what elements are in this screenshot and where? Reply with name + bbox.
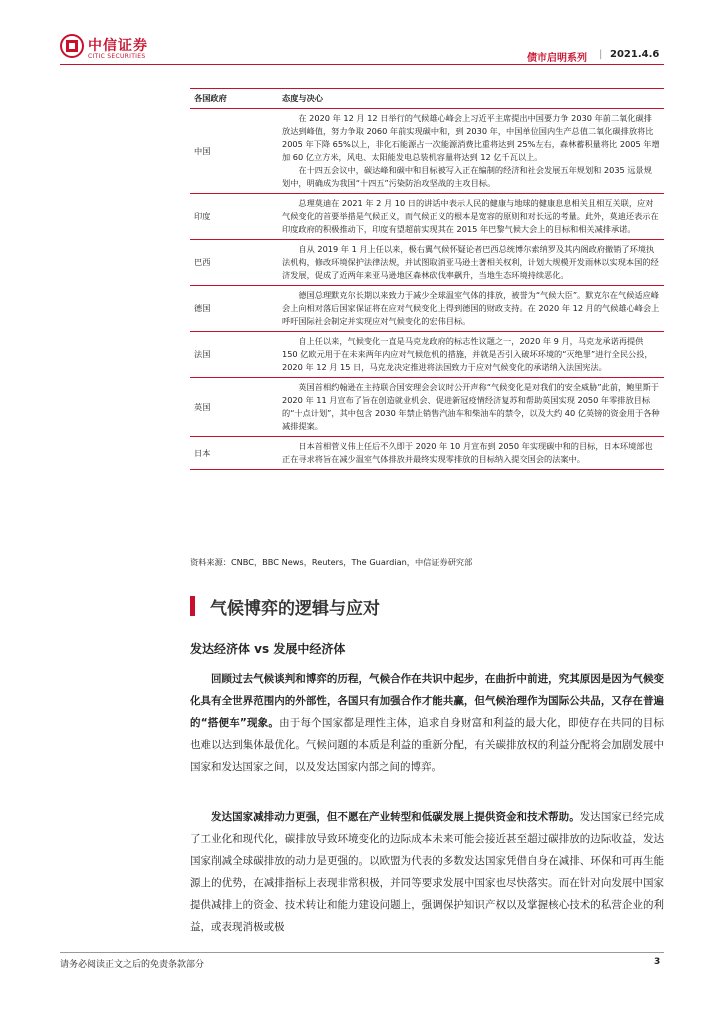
country-cell: 英国 xyxy=(190,378,278,437)
country-cell: 法国 xyxy=(190,332,278,378)
country-cell: 中国 xyxy=(190,109,278,194)
attitude-text: 在十四五会议中，碳达峰和碳中和目标被写入正在编制的经济和社会发展五年规划和 2035 远景规划中，明确成为我国“十四五”污染防治攻坚战的主攻目标。 xyxy=(282,165,652,188)
paragraph-body-text: 由于每个国家都是理性主体，追求自身财富和利益的最大化，即使存在共同的目标也难以达到集体最优化。气候问题的本质是利益的重新分配，有关碳排放权的利益分配将会加剧发展中国家和发达国家之间，以及发达国家内部之间的博弈。 xyxy=(190,717,665,773)
attitude-cell xyxy=(278,378,664,437)
attitude-text: 自从 2019 年 1 月上任以来，极右翼气候怀疑论者巴西总统博尔索纳罗及其内阁政府撤销了环境执法机构，修改环境保护法律法规，并试图取消亚马逊土著相关权利，计划大规模开发雨林以实现本国的经济发展，促成了近两年来亚马逊地区森林砍伐率飙升，当地生态环境持续恶化。 xyxy=(282,244,659,280)
attitude-text: 德国总理默克尔长期以来致力于减少全球温室气体的排放，被誉为“气候大臣”。默克尔在气候适应峰会上向相对落后国家保证将在应对气候变化上得到德国的财政支持。在 2020 年 12 月的气候雄心峰会上呼吁国际社会制定并实现应对气候变化的宏伟目标。 xyxy=(282,290,660,326)
country-cell: 德国 xyxy=(190,286,278,332)
report-date: 2021.4.6 xyxy=(610,49,660,60)
paragraph-body-text: 发达国家已经完成了工业化和现代化，碳排放导致环境变化的边际成本未来可能会接近甚至超过碳排放的边际收益，发达国家削减全球碳排放的动力是更强的。以欧盟为代表的多数发达国家凭借自身在减排、环保和可再生能源上的优势，在减排指标上表现非常积极，并同等要求发展中国家也尽快落实。而在针对向发展中国家提供减排上的资金、技术转让和能力建设问题上，强调保护知识产权以及掌握核心技术的私营企业的利益，或表现消极或极 xyxy=(190,811,664,933)
attitude-text: 自上任以来，气候变化一直是马克龙政府的标志性议题之一，2020 年 9 月，马克龙承诺再提供 150 亿欧元用于在未来两年内应对气候危机的措施，并就是否引入破坏环境的“灭绝罪”进行全民公投，2020 年 12 月 15 日，马克龙决定推进将法国致力于应对气候变化的承诺纳入法国宪法。 xyxy=(282,336,653,372)
country-cell: 日本 xyxy=(190,437,278,470)
attitude-text: 英国首相约翰逊在主持联合国安理会会议时公开声称“气候变化是对我们的安全威胁”此前，鲍里斯于 2020 年 11 月宣布了旨在创造就业机会、促进新冠疫情经济复苏和帮助英国实现 2050 年零排放目标的“十点计划”，其中包含 2030 年禁止销售汽油车和柴油车的禁令，以及大约 40 亿英镑的资金用于各种减排提案。 xyxy=(282,382,660,431)
column-header-attitude: 态度与决心 xyxy=(278,89,664,109)
attitude-cell xyxy=(278,194,664,240)
subheading: 发达经济体 vs 发展中经济体 xyxy=(190,642,346,656)
table-header-row xyxy=(190,89,664,109)
table-row-france xyxy=(190,332,664,378)
attitude-cell xyxy=(278,332,664,378)
footer-disclaimer: 请务必阅读正文之后的免责条款部分 xyxy=(60,960,205,970)
country-cell: 巴西 xyxy=(190,240,278,286)
attitude-cell xyxy=(278,109,664,194)
body-paragraph-1 xyxy=(190,668,664,778)
attitude-text: 总理莫迪在 2021 年 2 月 10 日的讲话中表示人民的健康与地球的健康息息相关且相互关联，应对气候变化的首要举措是气候正义，而气候正义的根本是宽容的原则和对长远的考量。此外，莫迪还表示在印度政府的积极推动下，印度有望超前实现其在 2015 年巴黎气候大会上的目标和相关减排承诺。 xyxy=(282,198,659,234)
table-row-japan xyxy=(190,437,664,470)
header-rule xyxy=(60,64,664,65)
body-paragraph-2 xyxy=(190,806,664,938)
citic-logo-icon xyxy=(60,34,84,58)
table-row-brazil xyxy=(190,240,664,286)
logo-chinese-name: 中信证券 xyxy=(88,38,148,54)
page-header xyxy=(0,0,724,70)
attitude-cell xyxy=(278,286,664,332)
table-source-note: 资料来源：CNBC，BBC News，Reuters，The Guardian，中信证券研究部 xyxy=(190,557,473,567)
attitude-cell xyxy=(278,437,664,470)
column-header-government: 各国政府 xyxy=(190,89,278,109)
paragraph-lead-bold: 发达国家减排动力更强，但不愿在产业转型和低碳发展上提供资金和技术帮助。 xyxy=(211,811,580,823)
citic-logo xyxy=(60,34,160,62)
paragraph-lead-bold: 回顾过去气候谈判和博弈的历程，气候合作在共识中起步，在曲折中前进，究其原因是因为气候变化具有全世界范围内的外部性，各国只有加强合作才能共赢，但气候治理作为国际公共品，又存在普遍的“搭便车”现象。 xyxy=(190,673,664,729)
table-row-china xyxy=(190,109,664,194)
attitude-cell xyxy=(278,240,664,286)
table-row-germany xyxy=(190,286,664,332)
table-row-india xyxy=(190,194,664,240)
country-cell: 印度 xyxy=(190,194,278,240)
logo-english-name: CITIC SECURITIES xyxy=(88,53,146,60)
page-number: 3 xyxy=(654,957,661,967)
climate-policy-table xyxy=(190,88,664,470)
attitude-text: 日本首相菅义伟上任后不久即于 2020 年 10 月宣布到 2050 年实现碳中和的目标，日本环境部也正在寻求将旨在减少温室气体排放并最终实现零排放的目标纳入提交国会的法案中。 xyxy=(282,441,653,464)
report-series: 债市启明系列 xyxy=(527,53,587,64)
footer-rule xyxy=(60,952,664,953)
header-separator: | xyxy=(599,49,603,60)
attitude-text: 在 2020 年 12 月 12 日举行的气候雄心峰会上习近平主席提出中国要力争 2030 年前二氧化碳排放达到峰值，努力争取 2060 年前实现碳中和，到 2030 年，中国单位国内生产总值二氧化碳排放将比 2005 年下降 65%以上，非化石能源占一次能源消费比重将达到 25%左右，森林蓄积量将比 2005 年增加 60 亿立方米，风电、太阳能发电总装机容量将达到 12 亿千瓦以上。 xyxy=(282,113,660,162)
table-row-uk xyxy=(190,378,664,437)
section-heading-bar xyxy=(190,596,195,616)
section-title: 气候博弈的逻辑与应对 xyxy=(210,599,380,619)
